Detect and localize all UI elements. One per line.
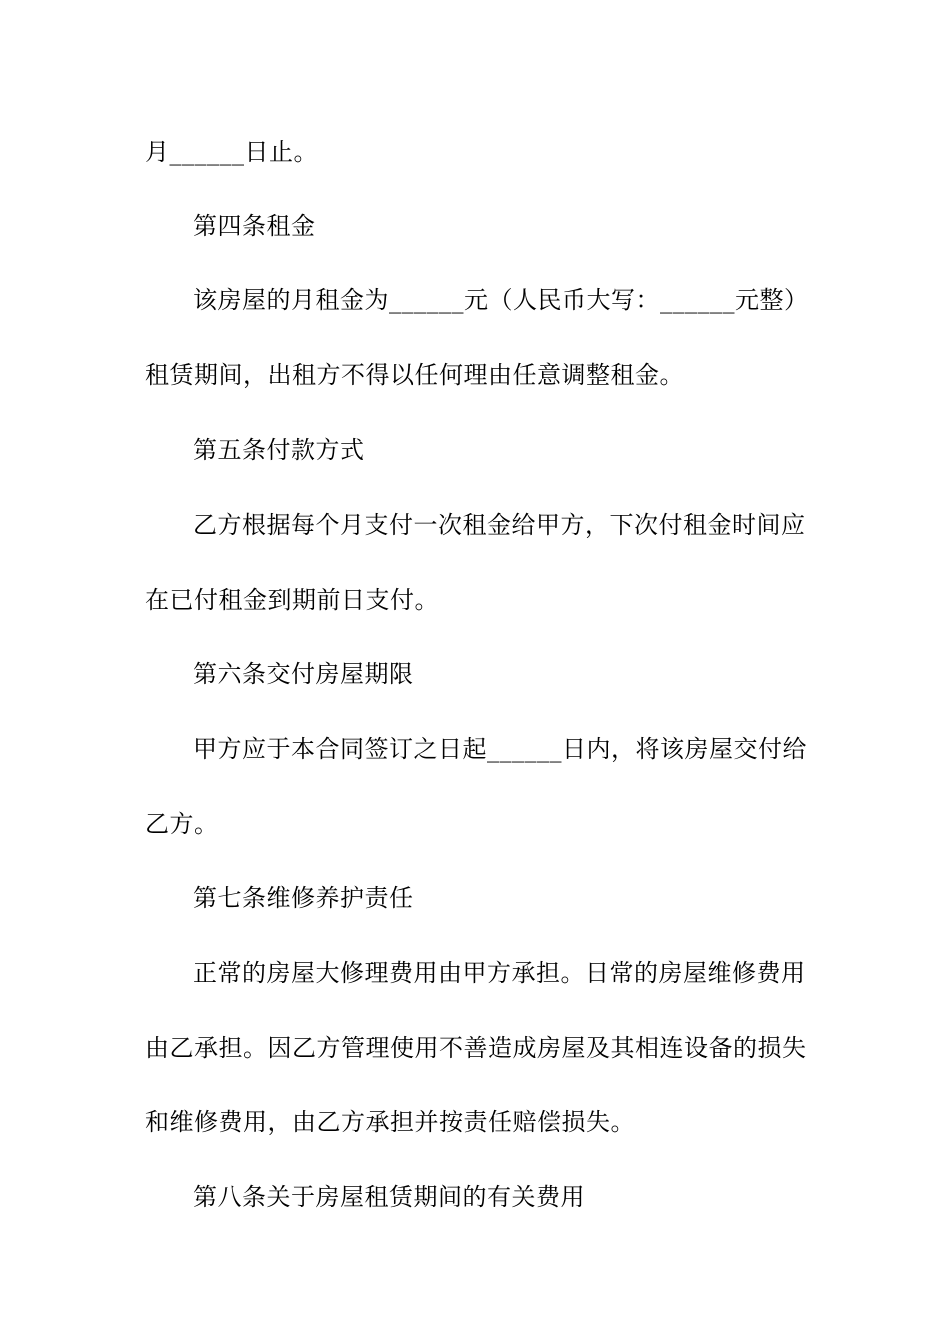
text-line: 乙方根据每个月支付一次租金给甲方，下次付租金时间应 [193,511,806,539]
text-line: 该房屋的月租金为______元（人民币大写：______元整） [193,286,809,314]
section-heading: 第四条租金 [193,212,316,240]
section-heading: 第八条关于房屋租赁期间的有关费用 [193,1183,585,1211]
section-heading: 第五条付款方式 [193,436,365,464]
text-line: 月______日止。 [145,138,318,166]
text-line: 在已付租金到期前日支付。 [145,586,439,614]
section-heading: 第六条交付房屋期限 [193,660,414,688]
text-line: 正常的房屋大修理费用由甲方承担。日常的房屋维修费用 [193,959,806,987]
text-line: 甲方应于本合同签订之日起______日内，将该房屋交付给 [193,735,807,763]
text-line: 由乙承担。因乙方管理使用不善造成房屋及其相连设备的损失 [145,1034,807,1062]
text-line: 乙方。 [145,810,219,838]
text-line: 租赁期间，出租方不得以任何理由任意调整租金。 [145,361,684,389]
section-heading: 第七条维修养护责任 [193,884,414,912]
text-line: 和维修费用，由乙方承担并按责任赔偿损失。 [145,1108,635,1136]
